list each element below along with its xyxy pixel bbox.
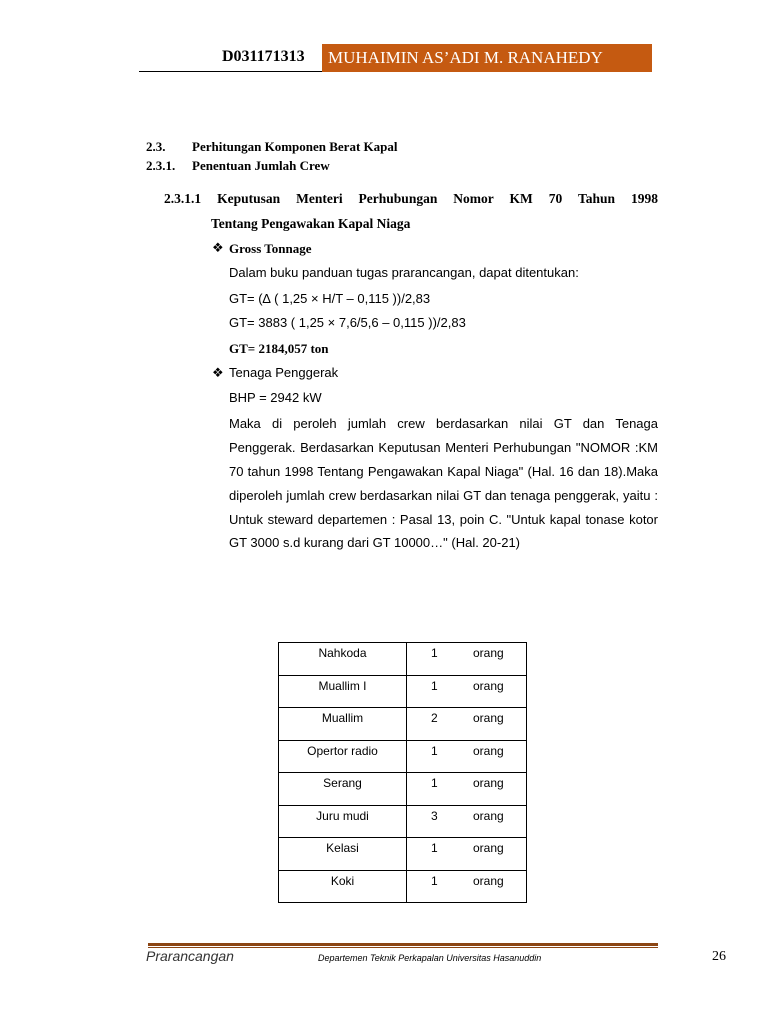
crew-count: 1	[431, 743, 438, 758]
crew-role: Nahkoda	[279, 643, 407, 676]
crew-role: Muallim I	[279, 675, 407, 708]
crew-count-cell	[407, 805, 527, 838]
table-row	[279, 805, 527, 838]
crew-count-cell	[407, 643, 527, 676]
section-number: 2.3.	[146, 139, 166, 154]
student-id: D031171313	[222, 48, 305, 65]
crew-count-cell	[407, 773, 527, 806]
table-row	[279, 740, 527, 773]
tenaga-title: Tenaga Penggerak	[229, 365, 339, 380]
crew-count: 1	[431, 678, 438, 693]
diamond-bullet-icon: ❖	[212, 240, 224, 255]
table-row	[279, 708, 527, 741]
paragraph-line: 70 tahun 1998 Tentang Pengawakan Kapal Niaga" (Hal. 16 dan 18).Maka	[229, 464, 658, 479]
footer-rule-thick	[148, 943, 658, 946]
crew-role: Muallim	[279, 708, 407, 741]
table-row	[279, 870, 527, 903]
paragraph-line: diperoleh jumlah crew berdasarkan nilai GT dan tenaga penggerak, yaitu :	[229, 488, 658, 503]
diamond-outline-bullet-icon: ❖	[212, 365, 224, 380]
crew-unit: orang	[473, 678, 504, 693]
crew-count: 1	[431, 646, 438, 660]
crew-unit: orang	[473, 776, 504, 790]
paragraph-line: Untuk steward departemen : Pasal 13, poin C. "Untuk kapal tonase kotor	[229, 512, 658, 527]
crew-count-cell	[407, 740, 527, 773]
paragraph-line: GT 3000 s.d kurang dari GT 10000…" (Hal. 20-21)	[229, 535, 521, 550]
gross-result: GT= 2184,057 ton	[229, 341, 329, 356]
crew-count: 3	[431, 808, 438, 823]
crew-table	[278, 642, 527, 903]
subsubsection-heading-line1: 2.3.1.1 Keputusan Menteri Perhubungan Nomor KM 70 Tahun 1998	[164, 191, 658, 206]
table-row	[279, 838, 527, 871]
crew-count: 1	[431, 841, 438, 855]
subsection-number: 2.3.1.	[146, 158, 176, 173]
section-title: Perhitungan Komponen Berat Kapal	[192, 139, 398, 154]
crew-count-cell	[407, 708, 527, 741]
gross-intro: Dalam buku panduan tugas prarancangan, dapat ditentukan:	[229, 265, 579, 280]
crew-count-cell	[407, 675, 527, 708]
crew-unit: orang	[473, 873, 504, 888]
crew-unit: orang	[473, 808, 504, 823]
subsubsection-heading-line2: Tentang Pengawakan Kapal Niaga	[211, 216, 411, 231]
table-row	[279, 643, 527, 676]
crew-unit: orang	[473, 743, 504, 758]
page-number: 26	[712, 949, 726, 964]
crew-count-cell	[407, 870, 527, 903]
paragraph-line: Penggerak. Berdasarkan Keputusan Menteri Perhubungan "NOMOR :KM	[229, 440, 658, 455]
table-row	[279, 675, 527, 708]
crew-role: Kelasi	[279, 838, 407, 871]
header-underline	[139, 71, 323, 72]
gross-tonnage-title: Gross Tonnage	[229, 241, 312, 256]
bhp-value: BHP = 2942 kW	[229, 390, 322, 405]
footer-department: Departemen Teknik Perkapalan Universitas Hasanuddin	[318, 953, 542, 963]
crew-count: 1	[431, 776, 438, 790]
crew-count: 1	[431, 873, 438, 888]
gross-substitution: GT= 3883 ( 1,25 × 7,6/5,6 – 0,115 ))/2,83	[229, 315, 466, 330]
crew-unit: orang	[473, 841, 504, 855]
student-name-banner: MUHAIMIN AS’ADI M. RANAHEDY	[322, 44, 652, 72]
paragraph-line: Maka di peroleh jumlah crew berdasarkan nilai GT dan Tenaga	[229, 416, 658, 431]
gross-formula: GT= (∆ ( 1,25 × H/T – 0,115 ))/2,83	[229, 291, 431, 306]
subsection-title: Penentuan Jumlah Crew	[192, 158, 330, 173]
crew-role: Koki	[279, 870, 407, 903]
crew-unit: orang	[473, 711, 504, 725]
table-row	[279, 773, 527, 806]
footer-doc-label: Prarancangan	[146, 948, 234, 964]
crew-count-cell	[407, 838, 527, 871]
crew-role: Serang	[279, 773, 407, 806]
crew-role: Opertor radio	[279, 740, 407, 773]
crew-role: Juru mudi	[279, 805, 407, 838]
crew-unit: orang	[473, 646, 504, 660]
crew-count: 2	[431, 711, 438, 725]
